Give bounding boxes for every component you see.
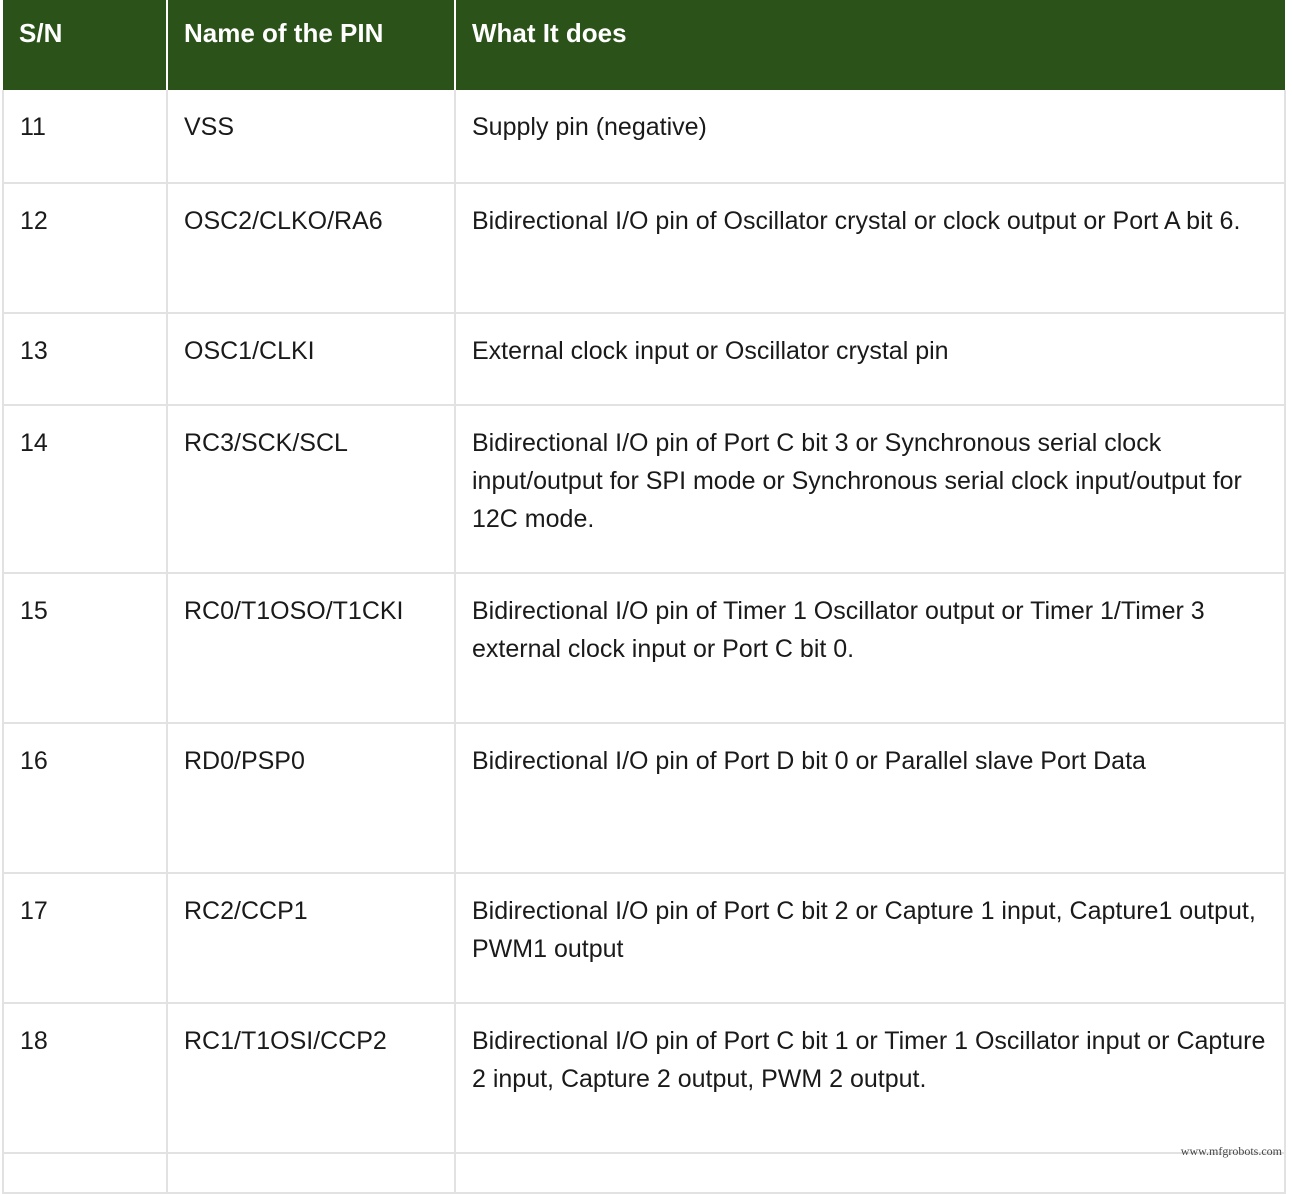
header-function: What It does bbox=[455, 0, 1285, 90]
cell-sn: 14 bbox=[3, 405, 167, 573]
cell-sn bbox=[3, 1153, 167, 1193]
cell-sn: 16 bbox=[3, 723, 167, 873]
table-row bbox=[3, 405, 1285, 573]
cell-description: Bidirectional I/O pin of Oscillator crystal or clock output or Port A bit 6. bbox=[455, 183, 1285, 313]
header-sn: S/N bbox=[3, 0, 167, 90]
pin-function-table bbox=[2, 0, 1286, 1194]
table-row-partial bbox=[3, 1153, 1285, 1193]
header-pin-name: Name of the PIN bbox=[167, 0, 455, 90]
cell-description: Supply pin (negative) bbox=[455, 90, 1285, 183]
cell-description: Bidirectional I/O pin of Port C bit 2 or Capture 1 input, Capture1 output, PWM1 output bbox=[455, 873, 1285, 1003]
table-row bbox=[3, 573, 1285, 723]
cell-pin-name: OSC2/CLKO/RA6 bbox=[167, 183, 455, 313]
cell-pin-name: RC1/T1OSI/CCP2 bbox=[167, 1003, 455, 1153]
cell-description: Bidirectional I/O pin of Port D bit 0 or Parallel slave Port Data bbox=[455, 723, 1285, 873]
table-row bbox=[3, 723, 1285, 873]
watermark: www.mfgrobots.com bbox=[1180, 1144, 1282, 1158]
cell-pin-name bbox=[167, 1153, 455, 1193]
table-row bbox=[3, 183, 1285, 313]
cell-pin-name: RC3/SCK/SCL bbox=[167, 405, 455, 573]
cell-description bbox=[455, 1153, 1285, 1193]
cell-sn: 15 bbox=[3, 573, 167, 723]
cell-sn: 17 bbox=[3, 873, 167, 1003]
table-header-row bbox=[3, 0, 1285, 90]
cell-description: Bidirectional I/O pin of Port C bit 3 or Synchronous serial clock input/output for SPI mode or Synchronous serial clock input/output for 12C mode. bbox=[455, 405, 1285, 573]
cell-pin-name: RC2/CCP1 bbox=[167, 873, 455, 1003]
table-row bbox=[3, 313, 1285, 405]
cell-sn: 18 bbox=[3, 1003, 167, 1153]
table-row bbox=[3, 90, 1285, 183]
cell-sn: 13 bbox=[3, 313, 167, 405]
cell-pin-name: OSC1/CLKI bbox=[167, 313, 455, 405]
cell-pin-name: VSS bbox=[167, 90, 455, 183]
cell-description: Bidirectional I/O pin of Timer 1 Oscillator output or Timer 1/Timer 3 external clock input or Port C bit 0. bbox=[455, 573, 1285, 723]
table-row bbox=[3, 1003, 1285, 1153]
cell-sn: 11 bbox=[3, 90, 167, 183]
cell-description: Bidirectional I/O pin of Port C bit 1 or Timer 1 Oscillator input or Capture 2 input, Capture 2 output, PWM 2 output. bbox=[455, 1003, 1285, 1153]
cell-pin-name: RC0/T1OSO/T1CKI bbox=[167, 573, 455, 723]
cell-description: External clock input or Oscillator crystal pin bbox=[455, 313, 1285, 405]
cell-sn: 12 bbox=[3, 183, 167, 313]
table-row bbox=[3, 873, 1285, 1003]
cell-pin-name: RD0/PSP0 bbox=[167, 723, 455, 873]
